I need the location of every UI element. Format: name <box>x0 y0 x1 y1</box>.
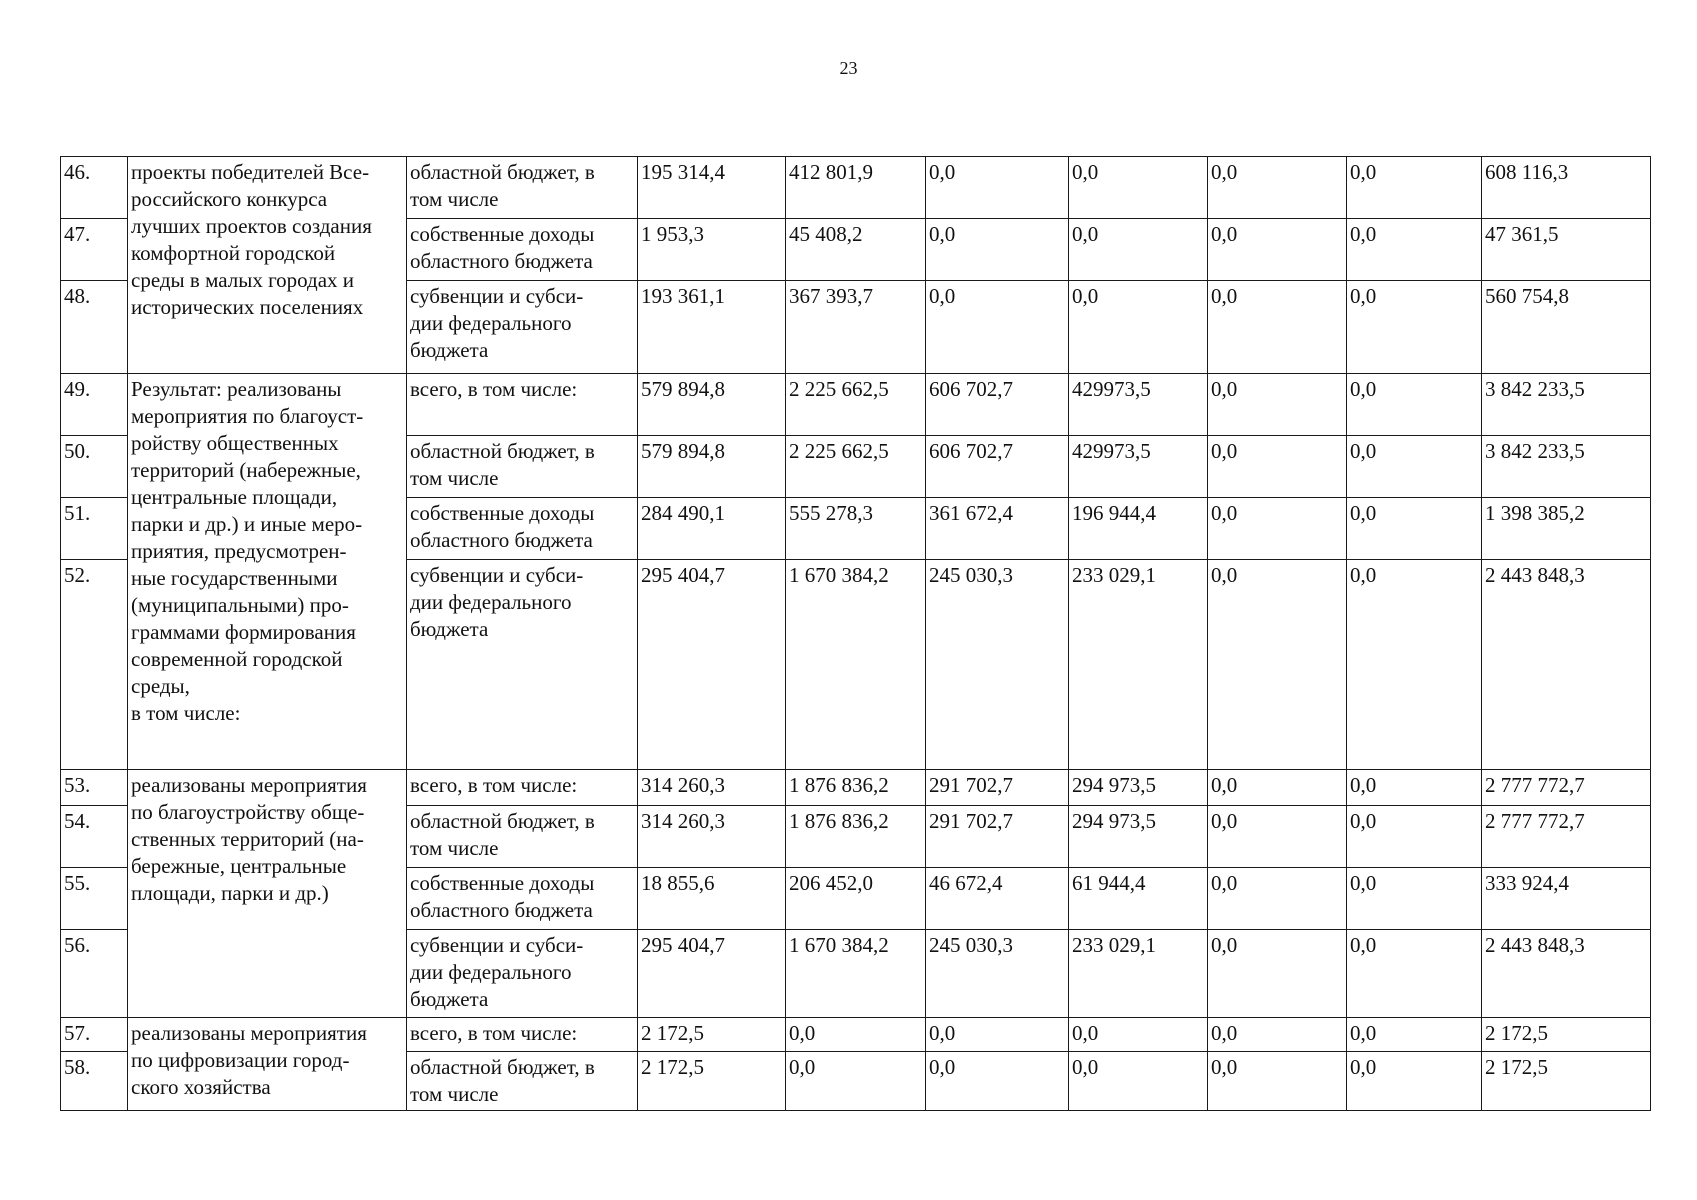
budget-table <box>60 156 1651 1111</box>
value-cell: 291 702,7 <box>926 770 1069 806</box>
row-number: 54. <box>61 806 128 868</box>
funding-source: областной бюджет, в том числе <box>407 157 638 219</box>
value-cell: 0,0 <box>1208 219 1347 281</box>
value-cell: 2 225 662,5 <box>786 374 926 436</box>
page-number: 23 <box>839 58 858 78</box>
total-value-cell: 333 924,4 <box>1482 868 1651 930</box>
row-description: реализованы мероприятия по благоустройству обще- ственных территорий (на- бережные, центральные площади, парки и др.) <box>128 770 407 1018</box>
table-row <box>61 1018 1651 1052</box>
value-cell: 579 894,8 <box>638 374 786 436</box>
value-cell: 0,0 <box>1069 219 1208 281</box>
value-cell: 291 702,7 <box>926 806 1069 868</box>
funding-source: областной бюджет, в том числе <box>407 806 638 868</box>
row-description: Результат: реализованы мероприятия по благоуст- ройству общественных территорий (набережные, центральные площади, парки и др.) и иные меро- приятия, предусмотрен- ные государственными (муниципальными) про- граммами формирования современной городской среды, в том числе: <box>128 374 407 770</box>
table-row <box>61 770 1651 806</box>
value-cell: 294 973,5 <box>1069 806 1208 868</box>
total-value-cell: 3 842 233,5 <box>1482 436 1651 498</box>
value-cell: 1 670 384,2 <box>786 560 926 770</box>
total-value-cell: 2 172,5 <box>1482 1052 1651 1111</box>
value-cell: 195 314,4 <box>638 157 786 219</box>
row-number: 56. <box>61 930 128 1018</box>
funding-source: всего, в том числе: <box>407 770 638 806</box>
value-cell: 314 260,3 <box>638 806 786 868</box>
value-cell: 233 029,1 <box>1069 930 1208 1018</box>
value-cell: 0,0 <box>1347 157 1482 219</box>
value-cell: 46 672,4 <box>926 868 1069 930</box>
funding-source: всего, в том числе: <box>407 1018 638 1052</box>
total-value-cell: 560 754,8 <box>1482 281 1651 374</box>
total-value-cell: 2 172,5 <box>1482 1018 1651 1052</box>
value-cell: 0,0 <box>1347 930 1482 1018</box>
value-cell: 0,0 <box>926 1052 1069 1111</box>
row-number: 58. <box>61 1052 128 1111</box>
value-cell: 0,0 <box>1069 281 1208 374</box>
value-cell: 0,0 <box>1069 157 1208 219</box>
value-cell: 18 855,6 <box>638 868 786 930</box>
row-description: реализованы мероприятия по цифровизации город- ского хозяйства <box>128 1018 407 1111</box>
value-cell: 245 030,3 <box>926 930 1069 1018</box>
value-cell: 0,0 <box>1208 868 1347 930</box>
value-cell: 294 973,5 <box>1069 770 1208 806</box>
funding-source: всего, в том числе: <box>407 374 638 436</box>
row-number: 55. <box>61 868 128 930</box>
value-cell: 606 702,7 <box>926 436 1069 498</box>
value-cell: 0,0 <box>1208 498 1347 560</box>
row-number: 51. <box>61 498 128 560</box>
value-cell: 0,0 <box>1208 1052 1347 1111</box>
value-cell: 0,0 <box>1347 436 1482 498</box>
value-cell: 0,0 <box>926 1018 1069 1052</box>
value-cell: 0,0 <box>1347 219 1482 281</box>
value-cell: 429973,5 <box>1069 374 1208 436</box>
value-cell: 314 260,3 <box>638 770 786 806</box>
value-cell: 284 490,1 <box>638 498 786 560</box>
value-cell: 429973,5 <box>1069 436 1208 498</box>
value-cell: 0,0 <box>1347 1018 1482 1052</box>
value-cell: 0,0 <box>786 1052 926 1111</box>
table-row <box>61 374 1651 436</box>
total-value-cell: 47 361,5 <box>1482 219 1651 281</box>
value-cell: 233 029,1 <box>1069 560 1208 770</box>
row-number: 57. <box>61 1018 128 1052</box>
value-cell: 0,0 <box>1208 770 1347 806</box>
row-number: 52. <box>61 560 128 770</box>
row-number: 48. <box>61 281 128 374</box>
value-cell: 196 944,4 <box>1069 498 1208 560</box>
value-cell: 0,0 <box>1347 281 1482 374</box>
value-cell: 295 404,7 <box>638 930 786 1018</box>
value-cell: 606 702,7 <box>926 374 1069 436</box>
value-cell: 0,0 <box>786 1018 926 1052</box>
value-cell: 412 801,9 <box>786 157 926 219</box>
value-cell: 0,0 <box>1347 770 1482 806</box>
row-number: 46. <box>61 157 128 219</box>
value-cell: 0,0 <box>1347 1052 1482 1111</box>
value-cell: 0,0 <box>1069 1052 1208 1111</box>
total-value-cell: 2 777 772,7 <box>1482 806 1651 868</box>
total-value-cell: 608 116,3 <box>1482 157 1651 219</box>
value-cell: 0,0 <box>926 219 1069 281</box>
value-cell: 0,0 <box>1347 868 1482 930</box>
total-value-cell: 2 777 772,7 <box>1482 770 1651 806</box>
funding-source: субвенции и субси- дии федерального бюджета <box>407 930 638 1018</box>
value-cell: 0,0 <box>1208 930 1347 1018</box>
row-number: 50. <box>61 436 128 498</box>
value-cell: 1 953,3 <box>638 219 786 281</box>
funding-source: субвенции и субси- дии федерального бюджета <box>407 560 638 770</box>
value-cell: 0,0 <box>1208 157 1347 219</box>
funding-source: субвенции и субси- дии федерального бюджета <box>407 281 638 374</box>
value-cell: 206 452,0 <box>786 868 926 930</box>
row-number: 47. <box>61 219 128 281</box>
value-cell: 579 894,8 <box>638 436 786 498</box>
total-value-cell: 1 398 385,2 <box>1482 498 1651 560</box>
total-value-cell: 3 842 233,5 <box>1482 374 1651 436</box>
value-cell: 1 670 384,2 <box>786 930 926 1018</box>
value-cell: 2 225 662,5 <box>786 436 926 498</box>
value-cell: 0,0 <box>1347 498 1482 560</box>
row-number: 49. <box>61 374 128 436</box>
value-cell: 1 876 836,2 <box>786 770 926 806</box>
value-cell: 1 876 836,2 <box>786 806 926 868</box>
funding-source: собственные доходы областного бюджета <box>407 498 638 560</box>
value-cell: 0,0 <box>1347 560 1482 770</box>
value-cell: 2 172,5 <box>638 1052 786 1111</box>
value-cell: 0,0 <box>1208 281 1347 374</box>
total-value-cell: 2 443 848,3 <box>1482 560 1651 770</box>
value-cell: 367 393,7 <box>786 281 926 374</box>
value-cell: 361 672,4 <box>926 498 1069 560</box>
value-cell: 0,0 <box>926 281 1069 374</box>
value-cell: 0,0 <box>1069 1018 1208 1052</box>
value-cell: 245 030,3 <box>926 560 1069 770</box>
funding-source: собственные доходы областного бюджета <box>407 219 638 281</box>
value-cell: 0,0 <box>1208 1018 1347 1052</box>
value-cell: 0,0 <box>1347 374 1482 436</box>
value-cell: 61 944,4 <box>1069 868 1208 930</box>
value-cell: 0,0 <box>1347 806 1482 868</box>
value-cell: 0,0 <box>1208 560 1347 770</box>
value-cell: 0,0 <box>1208 806 1347 868</box>
value-cell: 555 278,3 <box>786 498 926 560</box>
total-value-cell: 2 443 848,3 <box>1482 930 1651 1018</box>
table-row <box>61 157 1651 219</box>
value-cell: 193 361,1 <box>638 281 786 374</box>
funding-source: областной бюджет, в том числе <box>407 436 638 498</box>
funding-source: областной бюджет, в том числе <box>407 1052 638 1111</box>
value-cell: 45 408,2 <box>786 219 926 281</box>
funding-source: собственные доходы областного бюджета <box>407 868 638 930</box>
value-cell: 0,0 <box>1208 436 1347 498</box>
row-number: 53. <box>61 770 128 806</box>
value-cell: 0,0 <box>1208 374 1347 436</box>
table-body <box>61 157 1651 1111</box>
value-cell: 295 404,7 <box>638 560 786 770</box>
value-cell: 2 172,5 <box>638 1018 786 1052</box>
value-cell: 0,0 <box>926 157 1069 219</box>
row-description: проекты победителей Все- российского конкурса лучших проектов создания комфортной городской среды в малых городах и исторических поселениях <box>128 157 407 374</box>
